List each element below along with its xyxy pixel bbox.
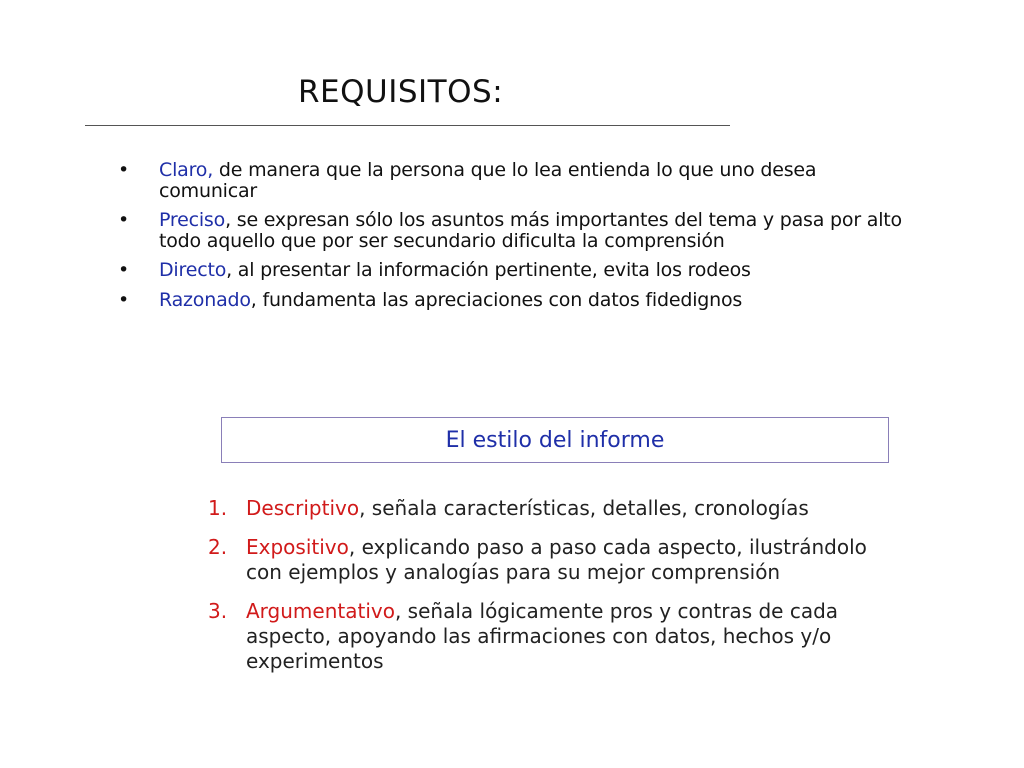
style-heading: El estilo del informe (445, 427, 665, 453)
item-number: 3. (208, 599, 228, 623)
bullet-icon: • (118, 209, 130, 231)
bullet-icon: • (118, 259, 130, 281)
slide-title: REQUISITOS: (298, 74, 504, 110)
requirement-term: Claro, (159, 159, 214, 181)
styles-list (208, 496, 888, 688)
requirement-description: , al presentar la información pertinente, evita los rodeos (226, 259, 751, 281)
title-divider (85, 125, 730, 126)
style-item-argumentativo (208, 599, 888, 674)
style-term: Expositivo (246, 535, 349, 559)
requirement-item-preciso (118, 210, 918, 252)
requirements-list (118, 160, 918, 319)
requirement-description: , fundamenta las apreciaciones con datos fidedignos (250, 289, 743, 311)
requirement-description: , se expresan sólo los asuntos más importantes del tema y pasa por alto todo aquello que por ser secundario dificulta la comprensión (159, 209, 902, 252)
style-item-expositivo (208, 535, 888, 585)
requirement-description: de manera que la persona que lo lea entienda lo que uno desea comunicar (159, 159, 817, 202)
requirement-item-razonado (118, 290, 918, 311)
requirement-term: Razonado (159, 289, 251, 311)
style-description: , explicando paso a paso cada aspecto, ilustrándolo con ejemplos y analogías para su mejor comprensión (246, 535, 867, 584)
style-term: Descriptivo (246, 496, 360, 520)
style-item-descriptivo (208, 496, 888, 521)
bullet-icon: • (118, 289, 130, 311)
bullet-icon: • (118, 159, 130, 181)
requirement-item-claro (118, 160, 918, 202)
requirement-term: Preciso (159, 209, 226, 231)
style-term: Argumentativo (246, 599, 395, 623)
style-heading-box (221, 417, 889, 463)
style-description: , señala características, detalles, cronologías (359, 496, 809, 520)
style-description: , señala lógicamente pros y contras de cada aspecto, apoyando las afirmaciones con datos, hechos y/o experimentos (246, 599, 839, 673)
requirement-item-directo (118, 260, 918, 281)
requirement-term: Directo (159, 259, 227, 281)
item-number: 2. (208, 535, 228, 559)
item-number: 1. (208, 496, 228, 520)
